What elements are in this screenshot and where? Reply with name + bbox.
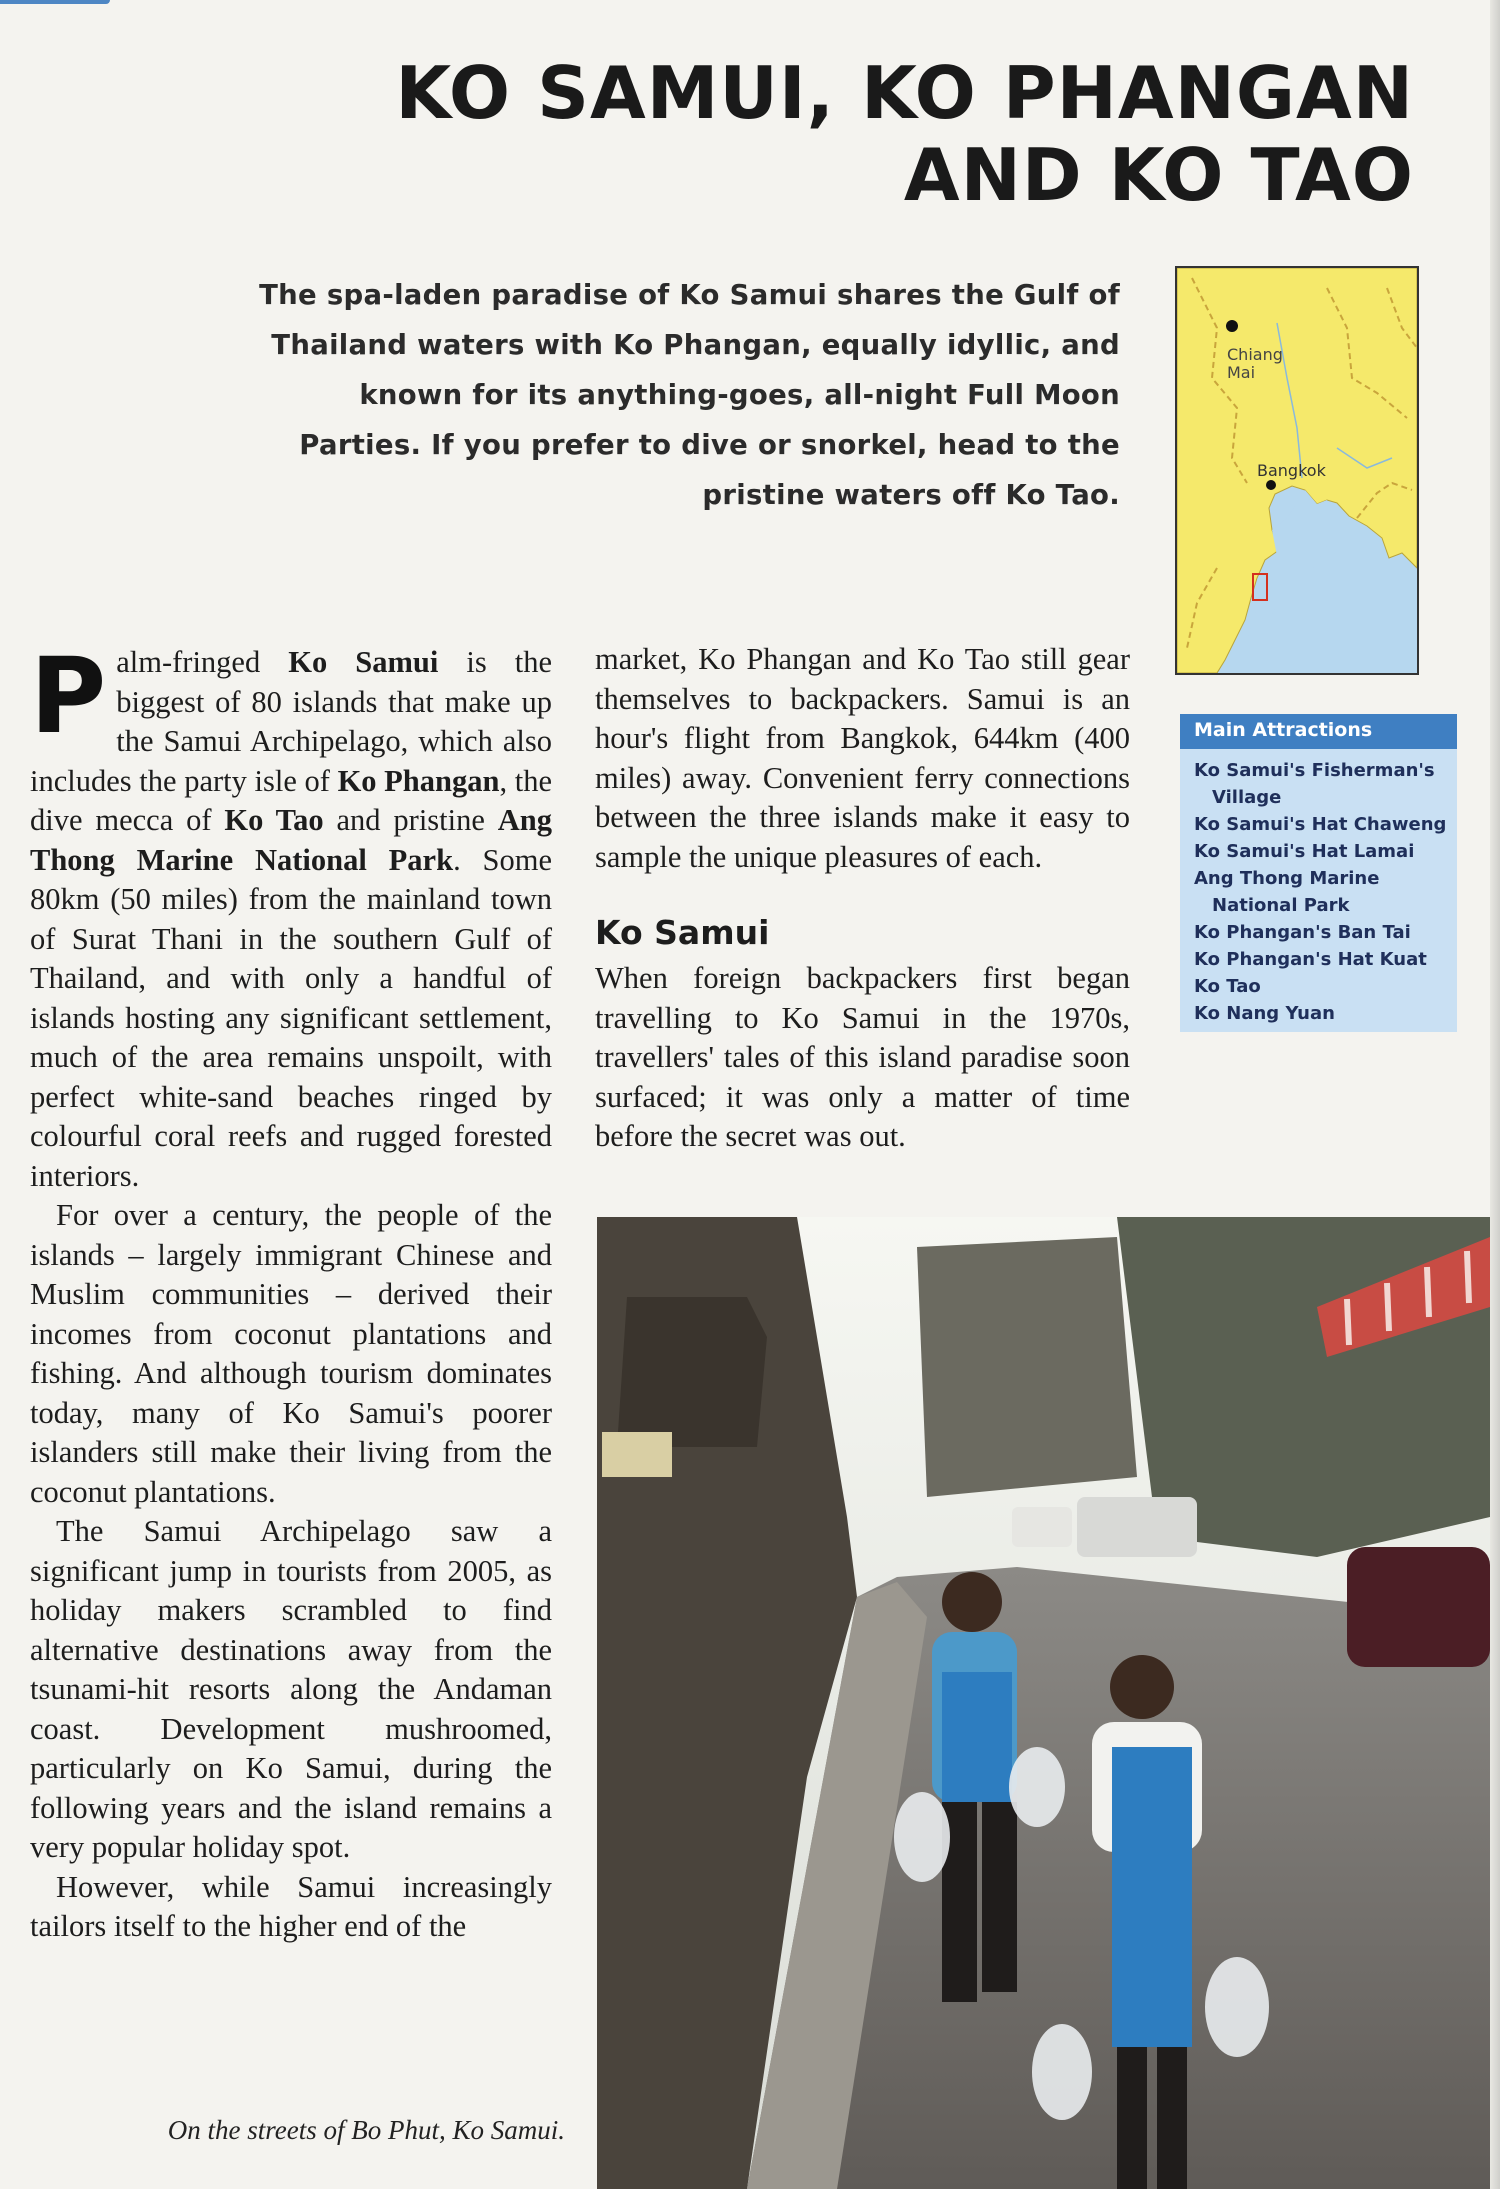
keyword-ko-tao: Ko Tao bbox=[224, 803, 324, 837]
attraction-item: Ko Nang Yuan bbox=[1194, 1003, 1335, 1024]
text-run: , the dive mecca of bbox=[30, 763, 552, 837]
attraction-item: Ko Samui's Hat Chaweng bbox=[1194, 814, 1447, 835]
street-photo-illustration bbox=[597, 1217, 1490, 2189]
attraction-item: Ang Thong Marine National Park bbox=[1194, 868, 1380, 916]
map-label-chiang-2: Mai bbox=[1227, 363, 1256, 382]
thailand-map-graphic bbox=[1177, 268, 1417, 673]
attraction-item: Ko Samui's Hat Lamai bbox=[1194, 841, 1415, 862]
text-run: . Some 80km (50 miles) from the mainland town of Surat Thani in the southern Gulf of Thailand, and with only a handful of islands hosting any significant settlement, much of the area remains unspoilt, with perfect white-sand beaches ringed by colourful coral reefs and rugged forested interiors. bbox=[30, 842, 552, 1193]
building-middle bbox=[917, 1237, 1137, 1497]
attraction-item: Ko Tao bbox=[1194, 976, 1261, 997]
body-paragraph-1 bbox=[30, 635, 553, 1196]
text-run: and pristine bbox=[323, 803, 498, 837]
keyword-ko-samui: Ko Samui bbox=[288, 645, 439, 679]
corner-accent-line bbox=[0, 0, 110, 4]
body-paragraph-2: For over a century, the people of the islands – largely immigrant Chinese and Muslim communities – derived their incomes from coconut plantations and fishing. And although tourism dominates today, many of Ko Samui's poorer islanders still make their living from the coconut plantations. bbox=[30, 1198, 552, 1509]
shop-sign-left bbox=[602, 1432, 672, 1477]
left-shop-window bbox=[617, 1297, 767, 1447]
white-pickup-truck bbox=[1077, 1497, 1197, 1557]
body-paragraph-6: When foreign backpackers first began travelling to Ko Samui in the 1970s, travellers' tales of this island paradise soon surfaced; it was only a matter of time before the secret was out. bbox=[595, 961, 1130, 1153]
keyword-ang-thong: Ang Thong Marine National Park bbox=[30, 803, 552, 877]
main-attractions-list bbox=[1180, 749, 1457, 1027]
attraction-item: Ko Samui's Fisherman's Village bbox=[1194, 760, 1435, 808]
street-photo bbox=[597, 1217, 1490, 2189]
main-attractions-heading: Main Attractions bbox=[1180, 714, 1457, 749]
woman-left bbox=[932, 1572, 1017, 2002]
body-column-1 bbox=[30, 635, 553, 1947]
drop-cap: P bbox=[30, 635, 107, 757]
body-column-2 bbox=[595, 640, 1130, 1157]
text-run: alm-fringed bbox=[116, 645, 289, 679]
page-title-line-1: KO SAMUI, KO PHANGAN bbox=[395, 51, 1414, 135]
map-label-chiang-1: Chiang bbox=[1227, 345, 1283, 364]
page-title bbox=[395, 52, 1414, 216]
red-car bbox=[1347, 1547, 1490, 1667]
main-attractions-panel bbox=[1180, 714, 1457, 1032]
keyword-ko-phangan: Ko Phangan bbox=[337, 763, 500, 798]
body-paragraph-5: market, Ko Phangan and Ko Tao still gear themselves to backpackers. Samui is an hour's flight from Bangkok, 644km (400 miles) away. Convenient ferry connections between the three islands make it easy to sample the unique pleasures of each. bbox=[595, 642, 1130, 874]
map-label-bangkok: Bangkok bbox=[1257, 461, 1326, 480]
attraction-item: Ko Phangan's Hat Kuat bbox=[1194, 949, 1427, 970]
body-paragraph-3: The Samui Archipelago saw a significant jump in tourists from 2005, as holiday makers scrambled to find alternative destinations away from the tsunami-hit resorts along the Andaman coast. Development mushroomed, particularly on Ko Samui, during the following years and the island remains a very popular holiday spot. bbox=[30, 1514, 552, 1864]
section-subheading: Ko Samui bbox=[595, 913, 770, 952]
page-title-line-2: AND KO TAO bbox=[903, 133, 1414, 217]
text-run: is the biggest of 80 islands that make up the Samui Archipelago, which also includes the party isle of bbox=[30, 645, 553, 798]
chiang-mai-dot bbox=[1226, 320, 1238, 332]
photo-caption: On the streets of Bo Phut, Ko Samui. bbox=[167, 2115, 565, 2145]
bangkok-dot bbox=[1266, 480, 1276, 490]
page-gutter-edge bbox=[1490, 0, 1500, 2189]
attraction-item: Ko Phangan's Ban Tai bbox=[1194, 922, 1411, 943]
locator-map bbox=[1175, 266, 1419, 675]
body-paragraph-4: However, while Samui increasingly tailors itself to the higher end of the bbox=[30, 1869, 552, 1943]
white-van bbox=[1012, 1507, 1072, 1547]
intro-paragraph: The spa-laden paradise of Ko Samui shares the Gulf of Thailand waters with Ko Phangan, equally idyllic, and known for its anything-goes, all-night Full Moon Parties. If you prefer to dive or snorkel, head to the pristine waters off Ko Tao. bbox=[259, 279, 1120, 511]
